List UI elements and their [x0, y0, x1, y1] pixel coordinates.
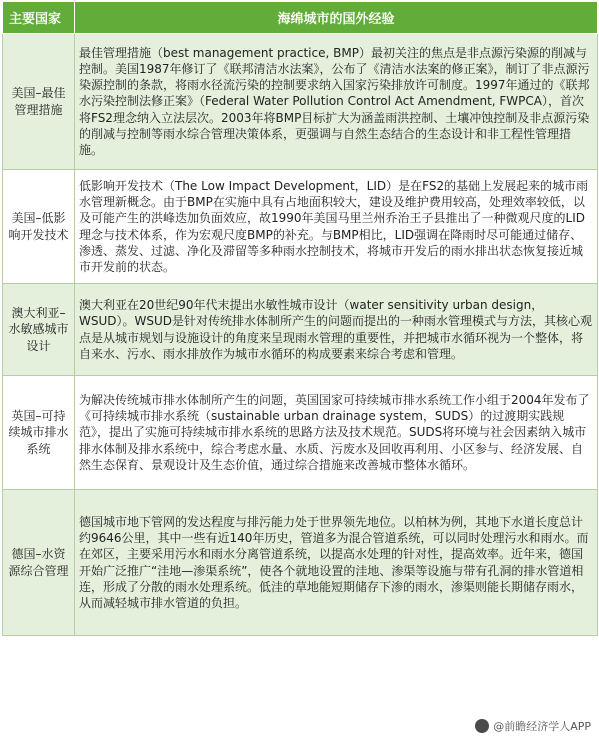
- country-cell: 澳大利亚–水敏感城市设计: [3, 284, 75, 376]
- table-row: [3, 284, 598, 376]
- source-footer: [475, 718, 591, 734]
- table-header-row: [3, 2, 598, 34]
- country-cell: 美国–低影响开发技术: [3, 170, 75, 284]
- header-experience: 海绵城市的国外经验: [75, 2, 598, 34]
- experience-cell: 澳大利亚在20世纪90年代末提出水敏性城市设计（water sensitivity urban design，WSUD）。WSUD是针对传统排水体制所产生的问题而提出的一种雨水管理模式与方法，其核心观点是从城市规划与设施设计的角度来呈现雨水管理的重要性，并把城市水循环视为一个整体，将自来水、污水、雨水排放作为城市水循环的构成要素来综合考虑和管理。: [75, 284, 598, 376]
- table-row: [3, 34, 598, 170]
- country-cell: 英国–可持续城市排水系统: [3, 376, 75, 490]
- source-text: @前瞻经济学人APP: [493, 720, 591, 733]
- header-country: 主要国家: [3, 2, 75, 34]
- experience-cell: 最佳管理措施（best management practice, BMP）最初关注的焦点是非点源污染源的削减与控制。美国1987年修订了《联邦清洁水法案》，公布了《清洁水法案的修正案》，制订了非点源污染源控制的条款，将雨水径流污染的控制要求纳入国家污染排放许可制度。1997年通过的《联邦水污染控制法修正案》（Federal Water Pollution Control Act Amendment, FWPCA），首次将FS2理念纳入立法层次。2003年将BMP目标扩大为涵盖雨洪控制、土壤冲蚀控制及非点源污染的削减与控制等雨水综合管理决策体系，更强调与自然生态结合的生态设计和非工程性管理措施。: [75, 34, 598, 170]
- table-row: [3, 490, 598, 636]
- experience-cell: 为解决传统城市排水体制所产生的问题，英国国家可持续城市排水系统工作小组于2004年发布了《可持续城市排水系统（sustainable urban drainage system，SUDS）的过渡期实践规范》，提出了实施可持续城市排水系统的思路方法及技术规范。SUDS将环境与社会因素纳入城市排水体制及排水系统中，综合考虑水量、水质、污废水及回收再利用、小区参与、经济发展、自然生态保育、景观设计及生态价值，通过综合措施来改善城市整体水循环。: [75, 376, 598, 490]
- country-cell: 德国–水资源综合管理: [3, 490, 75, 636]
- country-cell: 美国–最佳管理措施: [3, 34, 75, 170]
- qianzhan-logo-icon: [475, 719, 489, 733]
- experience-cell: 低影响开发技术（The Low Impact Development，LID）是在FS2的基础上发展起来的城市雨水管理新概念。由于BMP在实施中具有占地面积较大，建设及维护费用较高，处理效率较低，以及可能产生的洪峰迭加负面效应，故1990年美国马里兰州乔治王子县推出了一种微观尺度的LID理念与技术体系，作为宏观尺度BMP的补充。与BMP相比，LID强调在降雨时尽可能通过储存、渗透、蒸发、过滤、净化及滞留等多种雨水控制技术，将城市开发后的雨水排出状态恢复接近城市开发前的状态。: [75, 170, 598, 284]
- sponge-city-experience-table: [2, 1, 598, 636]
- table-container: [2, 1, 597, 636]
- table-row: [3, 376, 598, 490]
- experience-cell: 德国城市地下管网的发达程度与排污能力处于世界领先地位。以柏林为例，其地下水道长度总计约9646公里，其中一些有近140年历史，管道多为混合管道系统，可以同时处理污水和雨水。而在郊区，主要采用污水和雨水分离管道系统，以提高水处理的针对性，提高效率。近年来，德国开始广泛推广“洼地—渗渠系统”，使各个就地设置的洼地、渗渠等设施与带有孔洞的排水管道相连，形成了分散的雨水处理系统。低洼的草地能短期储存下渗的雨水，渗渠则能长期储存雨水，从而减轻城市排水管道的负担。: [75, 490, 598, 636]
- table-row: [3, 170, 598, 284]
